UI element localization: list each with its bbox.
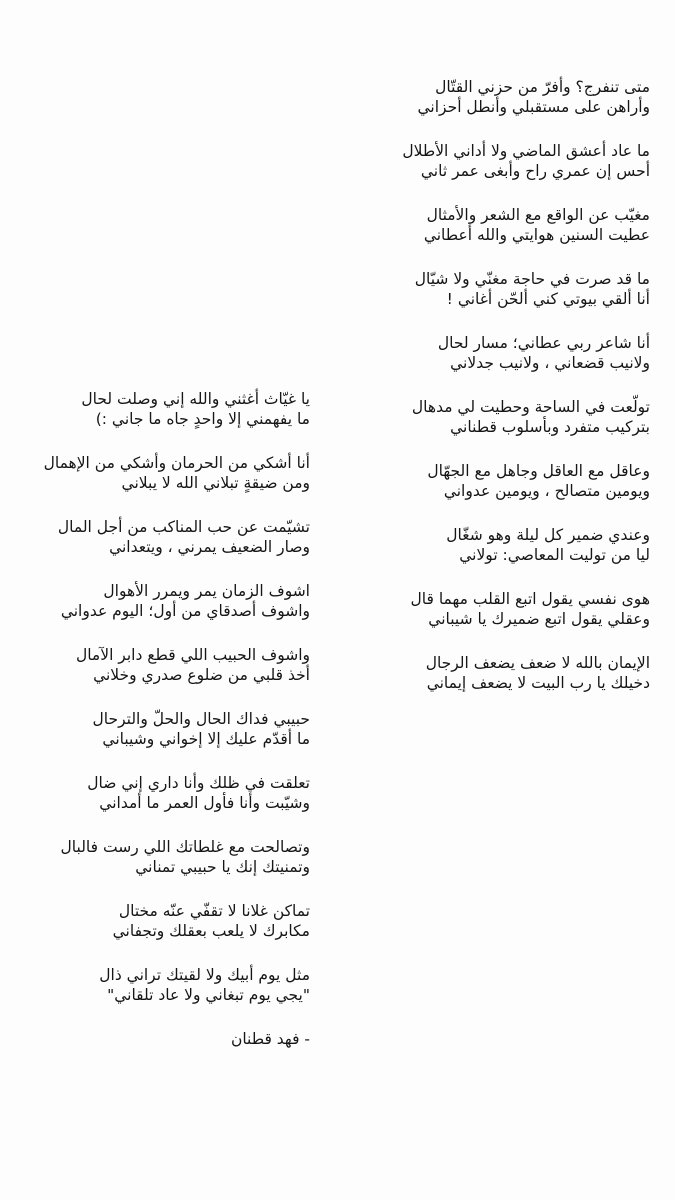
verse-line: وتمنيتك إنك يا حبيبي تمناني — [135, 858, 310, 876]
verse-line: "يجي يوم تبغاني ولا عاد تلقاني" — [107, 986, 310, 1004]
verse-line: أنا ألقي بيوتي كني ألحّن أغاني ! — [446, 290, 650, 308]
verse-line: مكابرك لا يلعب بعقلك وتجفاني — [112, 922, 310, 940]
verse-line: يا غيّاث أغثني والله إني وصلت لحال — [81, 390, 310, 408]
verse-line: تولّعت في الساحة وحطيت لي مدهال — [411, 398, 650, 416]
verse-line: ليا من توليت المعاصي: تولاني — [459, 546, 650, 564]
verse-line: مغيّب عن الواقع مع الشعر والأمثال — [426, 206, 650, 224]
stanza — [10, 901, 310, 941]
verse-line: ويومين متصالح ، ويومين عدواني — [443, 482, 650, 500]
stanza — [10, 453, 310, 493]
verse-line: أحس إن عمري راح وأبغى عمر ثاني — [420, 162, 650, 180]
poem-column-left — [10, 389, 310, 1049]
verse-line: الإيمان بالله لا ضعف يضعف الرجال — [425, 654, 650, 672]
stanza — [330, 461, 650, 501]
stanza — [10, 517, 310, 557]
verse-line: هوى نفسي يقول اتبع القلب مهما قال — [410, 590, 650, 608]
verse-line: وشيّبت وأنا فأول العمر ما أمداني — [99, 794, 310, 812]
verse-line: وعندي ضمير كل ليلة وهو شغّال — [446, 526, 650, 544]
stanza — [330, 397, 650, 437]
verse-line: أنا أشكي من الحرمان وأشكي من الإهمال — [43, 454, 310, 472]
verse-line: حبيبي فداك الحال والحلّ والترحال — [92, 710, 310, 728]
verse-line: ومن ضيقةٍ تبلاني الله لا يبلاني — [121, 474, 310, 492]
verse-line: واشوف الحبيب اللي قطع دابر الآمال — [75, 646, 310, 664]
stanza — [330, 77, 650, 117]
verse-line: تماكن غلانا لا تقفّي عنّه مختال — [118, 902, 310, 920]
verse-line: متى تنفرج؟ وأفرّ من حزني القتّال — [435, 78, 650, 96]
verse-line: أخذ قلبي من ضلوع صدري وخلاني — [93, 666, 310, 684]
stanza — [330, 141, 650, 181]
stanza — [10, 581, 310, 621]
verse-line: ما أقدّم عليك إلا إخواني وشيباني — [102, 730, 310, 748]
verse-line: تعلقت في ظلك وأنا داري إني ضال — [87, 774, 310, 792]
stanza — [10, 965, 310, 1005]
stanza — [330, 653, 650, 693]
stanza — [330, 525, 650, 565]
verse-line: دخيلك يا رب البيت لا يضعف إيماني — [426, 674, 650, 692]
stanza — [330, 333, 650, 373]
stanza — [10, 389, 310, 429]
verse-line: ولانيب قضعاني ، ولانيب جدلاني — [450, 354, 650, 372]
stanza — [10, 709, 310, 749]
poem-column-right — [330, 77, 650, 717]
verse-line: مثل يوم أبيك ولا لقيتك تراني ذال — [99, 966, 310, 984]
verse-line: بتركيب متفرد وبأسلوب قطناني — [450, 418, 650, 436]
verse-line: اشوف الزمان يمر ويمرر الأهوال — [103, 582, 310, 600]
verse-line: وعاقل مع العاقل وجاهل مع الجهّال — [427, 462, 650, 480]
verse-line: أنا شاعر ربي عطاني؛ مسار لحال — [437, 334, 650, 352]
verse-line: وعقلي يقول اتبع ضميرك يا شيباني — [428, 610, 650, 628]
stanza — [10, 837, 310, 877]
verse-line: ما قد صرت في حاجة مغنّي ولا شيّال — [414, 270, 650, 288]
verse-line: عطيت السنين هوايتي والله أعطاني — [423, 226, 650, 244]
poet-signature: - فهد قطنان — [230, 1030, 310, 1048]
stanza — [330, 269, 650, 309]
verse-line: وتصالحت مع غلطاتك اللي رست فالبال — [60, 838, 310, 856]
verse-line: وصار الضعيف يمرني ، ويتعداني — [109, 538, 310, 556]
stanza — [10, 773, 310, 813]
verse-line: وأراهن على مستقبلي وأنطل أحزاني — [417, 98, 650, 116]
stanza — [330, 589, 650, 629]
stanza — [330, 205, 650, 245]
verse-line: تشيّمت عن حب المناكب من أجل المال — [57, 518, 310, 536]
stanza — [10, 645, 310, 685]
verse-line: ما عاد أعشق الماضي ولا أداني الأطلال — [402, 142, 650, 160]
verse-line: ما يفهمني إلا واحدٍ جاه ما جاني :) — [95, 410, 310, 428]
verse-line: واشوف أصدقاي من أول؛ اليوم عدواني — [60, 602, 310, 620]
